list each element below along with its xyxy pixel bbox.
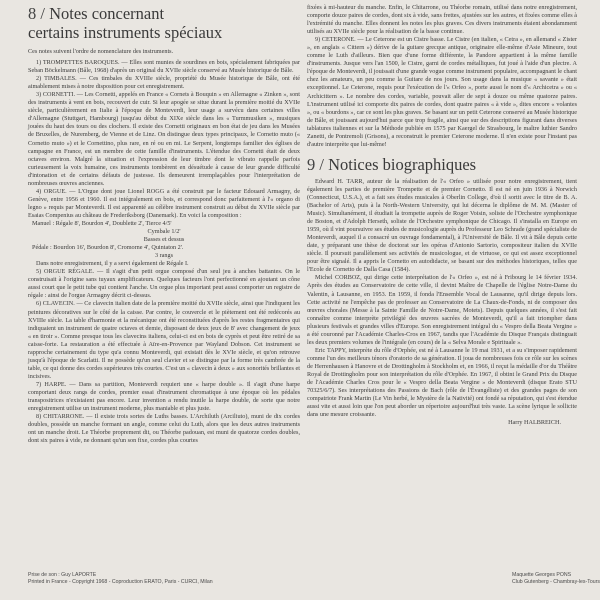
section-8-number: 8 / (28, 4, 45, 23)
footer-sound-credit: Prise de son : Guy LAPORTE (28, 572, 97, 578)
bio-corboz: Michel CORBOZ, qui dirige cette interprétation de l'« Orfeo », est né à Fribourg le 14 février 1934. Après des études au Conservatoire de cette ville, il devint Maître de Chapelle de l'église Notre-Dame du Valentin, à Lausanne, en 1953. En 1959, il fonda l'Ensemble Vocal de Lausanne, qu'il dirige depuis lors. Cette activité ne l'empêche pas de professer au Conservatoire de La Chaux-de-Fonds, ni de composer des œuvres chorales (Messe à la Sainte Famille de Notre-Dame, Motets). Depuis quelques années, il s'est fait connaître comme interprète privilégié des œuvres sacrées de Monteverdi, qu'il a fait triompher dans plusieurs festivals et grandes villes d'Europe. Son enregistrement intégral du « Vespro della Beata Vergine » a été couronné par l'Académie Charles-Cros en 1967, tandis que l'Académie du Disque Français distinguait les deux premiers volumes de l'intégrale (en cours) de la « Selva Morale e Spirituale ». (307, 274, 577, 346)
organ-composition-cymbale: Cymbale 1/2' (147, 228, 181, 236)
section-9-title: Notices biographiques (328, 154, 477, 174)
note-trompettes: 1) TROMPETTES BAROQUES. — Elles sont munies de sourdines en bois, spécialement fabriquées par Seban Böckelmann (Bâle, 1968) d'après un original du XVIIe siècle conservé au Musée historique de Bâle. (28, 59, 300, 75)
section-8-title-line1: Notes concernant (49, 4, 165, 23)
bio-tappy: Eric TAPPY, interprète du rôle d'Orphée, est né à Lausanne le 19 mai 1931, et a su s'imposer rapidement comme l'un des meilleurs ténors d'oratorio de sa génération. Il joua de nombreuses fois ce rôle sur les scènes de Herrenhausen à Hanovre et de Drottingholm à Stockholm et, en 1966, il reçut la médaille d'or du Théâtre Royal de Drottingholm pour son interprétation du rôle d'Orphée. En 1967, il obtint le Grand Prix du Disque de l'Académie Charles Cros pour le « Vespro della Beata Vergine » de Monteverdi (disque Erato STU 70325/6/7). Ses interprétations des Passions de Bach (rôle de l'Évangéliste) et des grandes pages de son compatriote Frank Martin (Le Vin herbé, le Mystère de la Nativité) ont fondé sa réputation, qui s'est étendue aussi vite et aussi loin que l'on peut aborder un répertoire aujourd'hui très vaste. La scène lyrique le sollicite dans une mesure croissante. (307, 346, 577, 419)
footer-design-credit: Maquette Georges PONS (512, 572, 572, 578)
organ-composition-manuel: Manuel : Régale 8', Bourdon 4', Doublette 2', Tierce 4/5' (32, 219, 172, 227)
note-orgue-regale: 5) ORGUE RÉGALE. — Il s'agit d'un petit orgue composé d'un seul jeu à anches battantes. On le construisait à l'origine sans tuyaux amplificateurs. Quelques facteurs l'ont perfectionné en ajoutant un cône aussi court que le petit tube qui contient l'anche. Un orgue plus important peut aussi comporter un registre de régale : ainsi de l'orgue Armagny décrit ci-dessus. (28, 268, 300, 300)
section-9-heading (307, 155, 577, 174)
note-ceterone: 9) CETERONE. — Le Ceterone est un Cistre basse. Le Cistre (en italien, « Cetra », en allemand « Zister », en anglais « Cittern ») dérive de la guitare grecque antique, originaire elle-même d'Asie Mineure, tout comme le Luth d'ailleurs. Bien que d'une forme différente, la Pandore appartient à la même famille d'instruments. Jusque vers l'an 1500, le Cistre, garni de cordes métalliques, fut joué à l'aide d'un plectre. A l'époque de Monteverdi, il jouissait d'une grande vogue comme instrument populaire, accompagnant le chant chez les amateurs, un peu comme la Guitare de nos jours. Son usage dans la musique « savante » était exceptionnel. Le Ceterone, requis pour l'exécution de l'« Orfeo », porte aussi le nom d'« Archicetra » ou « Archicittern ». Le nombre des cordes, variable, pouvait aller de sept à douze ou même quatorze paires. L'instrument utilisé ici comporte dix paires de cordes, dont quatre paires « à vide », dites encore « volantes », ou « bourdons », car ce sont les plus graves. Se basant sur un petit Ceterone conservé au Musée historique de Bâle, et jouissant aujourd'hui parce que trop fragile, ainsi que sur des descriptions figurant dans diverses tablatures italiennes et sur la Méthode publiée en 1575 par Kaergel de Strasbourg, le maître luthier Sandro Zanetti, de Pontremoli (Grisons), a reconstruit le premier Ceterone moderne. Il n'en existe pour l'instant pas d'autre interprète que lui-même! (307, 36, 577, 148)
left-column (28, 4, 300, 445)
footer-credits-left (28, 572, 213, 586)
author-signature: Harry HALBREICH. (508, 419, 561, 427)
organ-composition-pedale: Pédale : Bourdon 16', Bourdon 8', Cromorne 4', Quintaton 2'. (32, 244, 184, 252)
section-9-number: 9 / (307, 154, 324, 174)
note-clavecin: 6) CLAVECIN. — Ce clavecin italien date de la première moitié du XVIIe siècle, ainsi que l'indiquent les peintures décoratives sur le côté de la caisse. Par contre, le couvercle et le piètement ont été redécorés au XVIIIe siècle. La table d'harmonie et la mécanique ont été reconstituées d'après les restes fragmentaires qui indiquaient un instrument de quatre octaves et demie, disposant de deux jeux de 8' avec changement de jeux « en tiroir ». Comme presque tous les clavecins italiens, celui-ci est en bois de cyprès et peut être retiré de sa caisse-forte. La restauration a été effectuée à Aïre-en-Provence par Wayland Dobson. Cet instrument se rapproche certainement du type qu'a connu Monteverdi, qui existait dès le XVIe siècle, et qu'on retrouve jusqu'à l'époque de Scarlatti. Il ne possède qu'un seul clavier et se distingue par la forme très cambrée de la table, ce qui donne des cordes supérieures très courtes. C'est un « clavecin à deux » aux sonorités brillantes et incisives. (28, 300, 300, 380)
footer-credits-right (512, 572, 600, 586)
note-chitarrone-continued: fixées à mi-hauteur du manche. Enfin, le Chitarrone, ou Théorbe romain, utilisé dans notre enregistrement, comporte douze paires de cordes, dont six à vide, sans frettes, ajustées sur les autres, et fixées comme elles à l'extrémité du manche. Elles donnent les notes les plus graves. Ces divers instruments étaient abondamment utilisés au XVIIe siècle pour la réalisation de la basse continue. (307, 4, 577, 36)
section-8-intro: Ces notes suivent l'ordre de nomenclature des instruments. (28, 48, 174, 55)
organ-composition-rangs: 3 rangs (154, 252, 174, 260)
bio-tarr: Edward H. TARR, auteur de la réalisation de l'« Orfeo » utilisée pour notre enregistrement, tient également les parties de première Trompette et de premier Cornetto. Il est né en juin 1936 à Norwich (Connecticut, U.S.A.), et a fait ses études musicales à Oberlin College, d'où il sortit avec le titre de B. A. (Bachelor of Arts), puis à la North-Western University, qui lui décerna le diplôme de M. M. (Master of Music). Simultanément, il étudiait la trompette auprès de Roger Voisin, soliste de l'Orchestre symphonique de Boston, et d'Adolph Herseth, soliste de l'Orchestre symphonique de Chicago. Il s'installa en Europe en 1959, où il vint poursuivre ses études de musicologie auprès du Professeur Leo Schrade (grand spécialiste de Monteverdi, auquel il a consacré un ouvrage fondamental), à l'Université de Bâle. Il vit à Bâle depuis cette date, y préparant une thèse de doctorat sur les opéras d'Antonio Sartorio, compositeur italien du XVIIe siècle. Il poursuit parallèlement ses activités de musicologue, et de virtuose, ce qui est assez exceptionnel pour être signalé. Il a appris le Cornetto en autodidacte, se basant sur des méthodes historiques, telles que l'Ecole de Cornetto de Dalla Casa (1584). (307, 177, 577, 274)
organ-composition-basses: Basses et dessus (143, 236, 185, 244)
section-8-title-line2: certains instruments spéciaux (28, 23, 223, 42)
note-harpe: 7) HARPE. — Dans sa partition, Monteverdi requiert une « harpe double ». Il s'agit d'une harpe comportant deux rangs de cordes, premier essai d'instrument chromatique à une époque où les pédales transpositrices n'existaient pas encore. Leur invention a rendu inutile la harpe double, de sorte que notre enregistrement utilise un instrument moderne, plus maniable et plus juste. (28, 380, 300, 413)
note-timbales: 2) TIMBALES. — Ces timbales du XVIIIe siècle, propriété du Musée historique de Bâle, ont été aimablement mises à notre disposition pour cet enregistrement. (28, 75, 300, 91)
footer-copyright: Printed in France - Copyright 1968 - Coproduction ERATO, Paris - CURCI, Milan (28, 579, 213, 585)
note-orgue: 4) ORGUE. — L'Orgue dont joue Lionel ROGG a été construit par le facteur Edouard Armagny, de Genève, entre 1956 et 1960. Il est intégralement en bois, et correspond donc parfaitement à l'« organo di legno » requis par Monteverdi. Il est apparenté au célèbre instrument construit au début du XVIIe siècle par Esaias Compenius au château de Frederiksborg (Danemark). En voici la composition : (28, 187, 300, 219)
organ-after-composition: Dans notre enregistrement, il y a servi également de Régale I. (36, 260, 189, 268)
footer-publisher: Club Gutenberg - Chambray-les-Tours (512, 579, 600, 585)
note-cornetti: 3) CORNETTI. — Les Cornetti, appelés en France « Cornets à Bouquin » en Allemagne « Zinken », sont des instruments à vent en bois, recouvert de cuir. Si leur apogée se situe durant la première moitié du XVIIe siècle, particulièrement en Italie à l'époque de Monteverdi, leur usage a survécu dans certaines villes d'Allemagne (Stuttgart, Hambourg) jusqu'au début du XIXe siècle dans les « Turmmusiken », musiques jouées du haut des tours ou des clochers. Il existe des Cornetti originaux en bon état de jeu dans les Musées de Bruxelles, de Nuremberg, de Vienne et de Linz. On distingue deux types principaux, le Cornetto muto (« Cornetto muto ») et le Cornettino, plus rare, en ré ou en mi. Le Serpent, longtemps familier des églises de campagne en France, est un membre de cette famille d'instruments. L'étendue des Cornetti était de deux octaves environ. Malgré la situation et l'expression de leur timbre dont le vibrato rappelle parfois curieusement la voix humaine, ces instruments tombèrent en désuétude à cause de leur grande difficulté d'intonation et de certains défauts de justesse. Ils demeurent irremplaçables pour l'interprétation de nombreuses œuvres anciennes. (28, 91, 300, 187)
section-8-heading (28, 4, 300, 42)
note-chitarrone: 8) CHITARRONE. — Il existe trois sortes de Luths basses. L'Archiluth (Arciliuto), muni de dix cordes doubles, possède un manche formant un angle, comme celui du Luth, alors que les deux autres instruments ont un manche droit. Le Théorbe proprement dit, ou Théorbe padouan, est muni de quatorze cordes doubles, dont six paires à vide, ne donnant qu'un son fixe, cordes plus courtes (28, 413, 300, 445)
right-column (307, 4, 577, 427)
